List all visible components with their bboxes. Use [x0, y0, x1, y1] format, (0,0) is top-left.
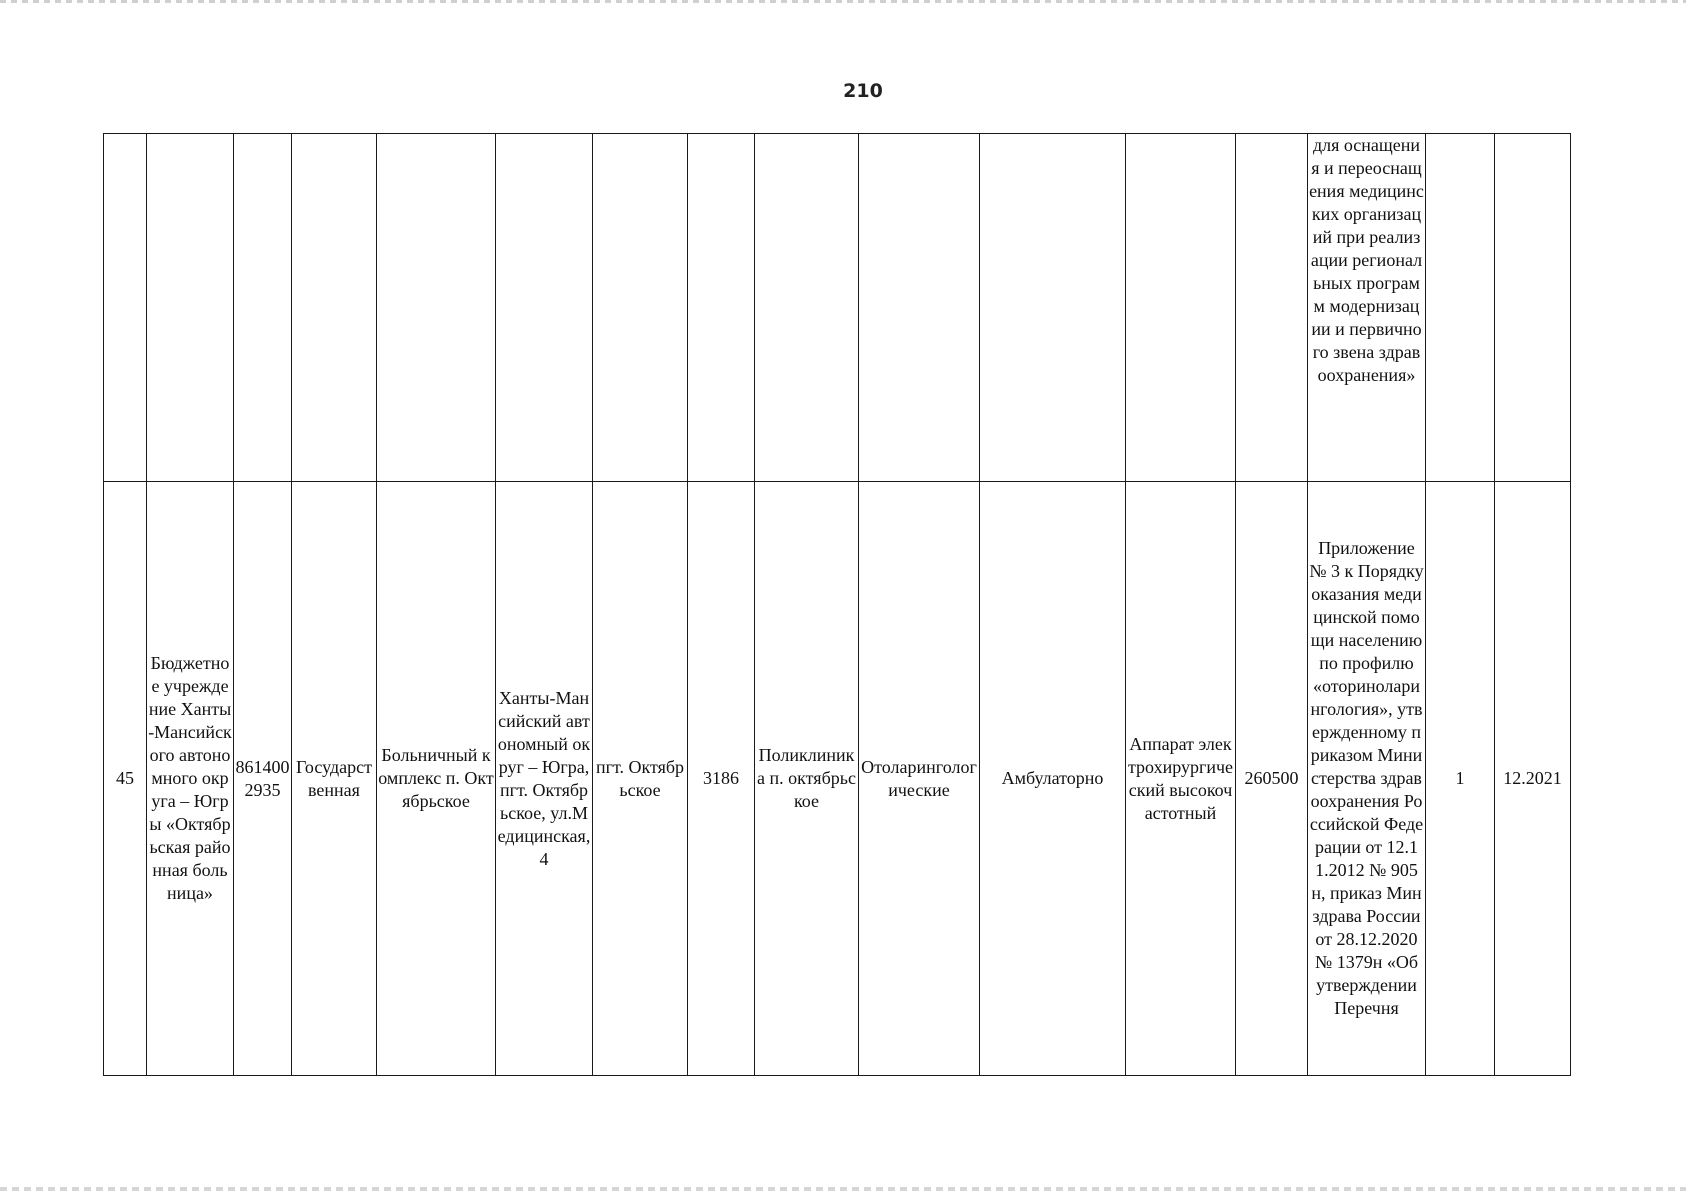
cell-date: 12.2021: [1495, 482, 1571, 1076]
cell-care-condition: Амбулаторно: [980, 482, 1126, 1076]
cell-facility: Больничный комплекс п. Октябрьское: [377, 482, 496, 1076]
cell-empty: [1495, 134, 1571, 482]
cell-settlement: пгт. Октябрьское: [593, 482, 688, 1076]
cell-empty: [859, 134, 980, 482]
cell-empty: [980, 134, 1126, 482]
cell-equipment: Аппарат электрохирургический высокочастотный: [1126, 482, 1236, 1076]
cell-empty: [147, 134, 234, 482]
cell-empty: [1426, 134, 1495, 482]
cell-empty: [234, 134, 292, 482]
cell-empty: [688, 134, 755, 482]
table-row: [104, 482, 1571, 1076]
cell-address: Ханты-Мансийский автономный округ – Югра, пгт. Октябрьское, ул.Медицинская, 4: [496, 482, 593, 1076]
cell-row-index: 45: [104, 482, 147, 1076]
cell-unit: Поликлиника п. октябрьское: [755, 482, 859, 1076]
cell-empty: [755, 134, 859, 482]
cell-document: Приложение № 3 к Порядку оказания медицинской помощи населению по профилю «оториноларингология», утвержденному приказом Министерства здравоохранения Российской Федерации от 12.11.2012 № 905н, приказ Минздрава России от 28.12.2020 № 1379н «Об утверждении Перечня: [1308, 482, 1426, 1076]
equipment-register-table: [103, 133, 1571, 1076]
cell-profile: Отоларингологические: [859, 482, 980, 1076]
cell-empty: [104, 134, 147, 482]
cell-ownership: Государственная: [292, 482, 377, 1076]
cell-code: 3186: [688, 482, 755, 1076]
scan-edge-bottom: [0, 1187, 1686, 1191]
cell-organization: Бюджетное учреждение Ханты-Мансийского автономного округа – Югры «Октябрьская районная больница»: [147, 482, 234, 1076]
scan-edge-top: [0, 0, 1686, 3]
cell-empty: [593, 134, 688, 482]
page-number: 210: [843, 80, 883, 102]
cell-empty: [496, 134, 593, 482]
cell-quantity: 1: [1426, 482, 1495, 1076]
cell-equipment-code: 260500: [1236, 482, 1308, 1076]
cell-empty: [292, 134, 377, 482]
cell-inn: 8614002935: [234, 482, 292, 1076]
cell-empty: [377, 134, 496, 482]
cell-document-continuation: для оснащения и переоснащения медицинских организаций при реализации региональных программ модернизации и первичного звена здравоохранения»: [1308, 134, 1426, 482]
continuation-row: [104, 134, 1571, 482]
cell-empty: [1236, 134, 1308, 482]
cell-empty: [1126, 134, 1236, 482]
